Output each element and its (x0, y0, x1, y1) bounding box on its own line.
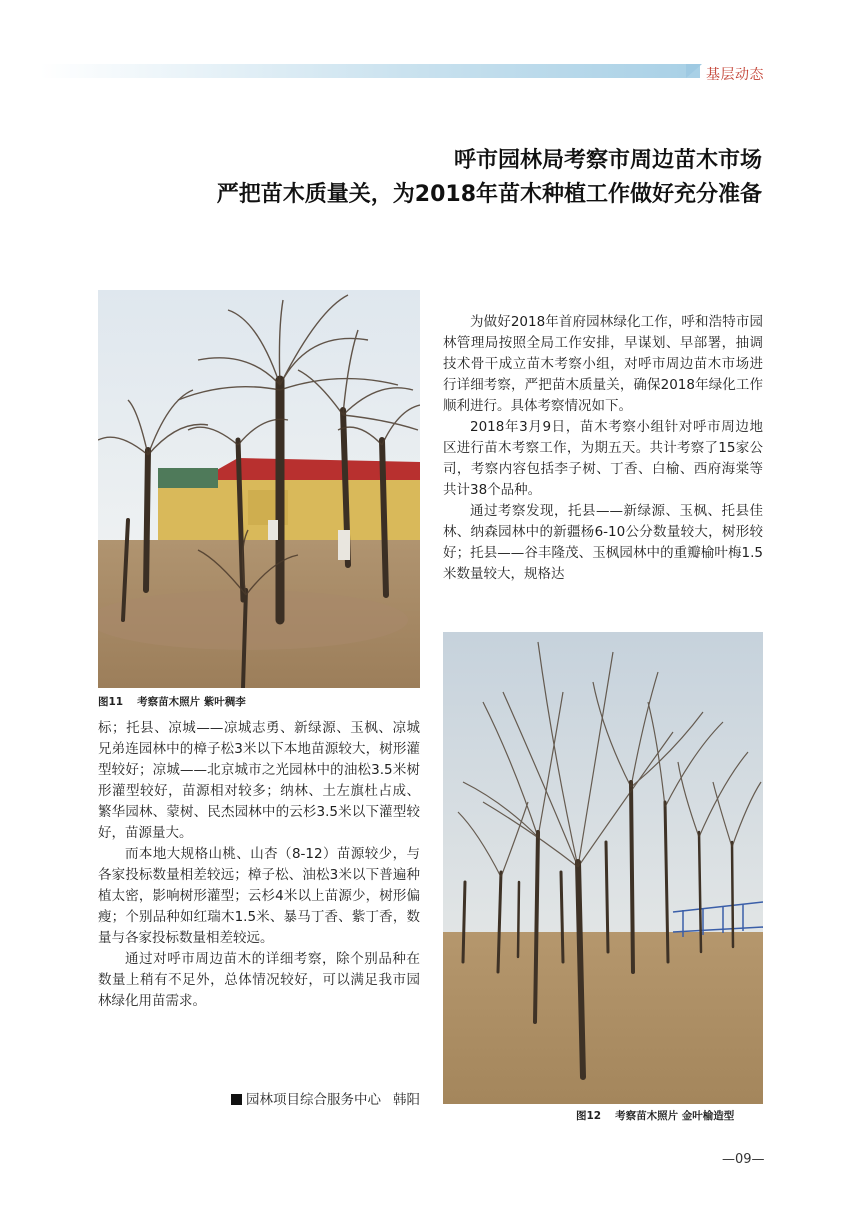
paragraph-3-continued-text: 标；托县、凉城——凉城志勇、新绿源、玉枫、凉城兄弟连园林中的樟子松3米以下本地苗源较大，树形灌型较好；凉城——北京城市之光园林中的油松3.5米树形灌型较好，苗源相对较多；纳林、土左旗杜占成、繁华园林、蒙树、民杰园林中的云杉3.5米以下灌型较好，苗源量大。 (98, 720, 420, 841)
figure-11-number: 图11 (98, 696, 124, 708)
figure-11-photo (98, 290, 420, 688)
figure-12-caption-text: 考察苗木照片 金叶榆造型 (615, 1110, 735, 1122)
paragraph-continued (98, 718, 420, 1012)
header-band-tip (686, 64, 702, 78)
section-tag: 基层动态 (706, 67, 764, 83)
figure-12-image (443, 632, 763, 1104)
paragraph-1 (443, 312, 763, 585)
figure-12-caption (576, 1108, 748, 1123)
paragraph-4-text: 而本地大规格山桃、山杏（8-12）苗源较少，与各家投标数量相差较远；樟子松、油松3米以下普遍种植太密，影响树形灌型；云杉4米以上苗源少，树形偏瘦；个别品种如红瑞木1.5米、暴马丁香、紫丁香，数量与各家投标数量相差较远。 (98, 846, 420, 946)
paragraph-3-text: 通过考察发现，托县——新绿源、玉枫、托县佳林、纳森园林中的新疆杨6-10公分数量较大，树形较好；托县——谷丰隆茂、玉枫园林中的重瓣榆叶梅1.5米数量较大，规格达 (443, 503, 763, 582)
figure-11-image (98, 290, 420, 688)
byline-author: 韩阳 (393, 1092, 420, 1108)
paragraph-5-text: 通过对呼市周边苗木的详细考察，除个别品种在数量上稍有不足外，总体情况较好，可以满足我市园林绿化用苗需求。 (98, 951, 420, 1009)
byline (200, 1088, 420, 1108)
title-line-2: 严把苗木质量关，为2018年苗木种植工作做好充分准备 (216, 182, 762, 207)
page-number: —09— (722, 1152, 765, 1167)
figure-11-caption-text: 考察苗木照片 紫叶稠李 (137, 696, 246, 708)
figure-11-caption (98, 694, 260, 709)
figure-12-number: 图12 (576, 1110, 602, 1122)
title-line-1: 呼市园林局考察市周边苗木市场 (453, 148, 762, 173)
byline-org: 园林项目综合服务中心 (246, 1092, 381, 1108)
header-band (40, 64, 700, 78)
article-title (217, 144, 762, 212)
byline-square-icon (231, 1094, 242, 1105)
paragraph-1-text: 为做好2018年首府园林绿化工作，呼和浩特市园林管理局按照全局工作安排，早谋划、早部署，抽调技术骨干成立苗木考察小组，对呼市周边苗木市场进行详细考察，严把苗木质量关，确保2018年绿化工作顺利进行。具体考察情况如下。 (443, 314, 763, 414)
figure-12-photo (443, 632, 763, 1104)
paragraph-2-text: 2018年3月9日，苗木考察小组针对呼市周边地区进行苗木考察工作，为期五天。共计考察了15家公司，考察内容包括李子树、丁香、白榆、西府海棠等共计38个品种。 (443, 419, 763, 498)
